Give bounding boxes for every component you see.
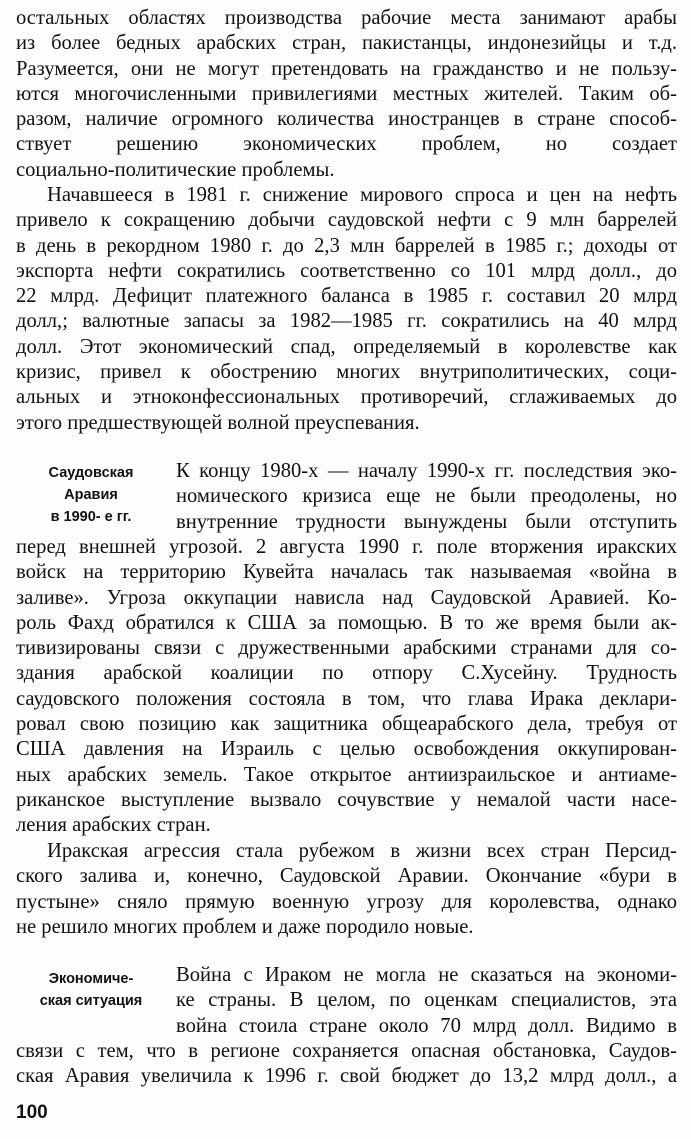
text-line: ных арабских земель. Такое открытое антиизраильское и антиаме-	[16, 763, 677, 786]
side-heading-economic-situation: Экономиче- ская ситуация	[39, 971, 143, 1009]
paragraph-iraqi-aggression	[16, 839, 677, 940]
text-line: тивизированы связи с дружественными арабскими странами для со-	[16, 637, 677, 660]
text-line: ского залива и, конечно, Саудовской Аравии. Окончание «бури в	[16, 865, 677, 888]
text-line: ются многочисленными привилегиями местных жителей. Таким об-	[16, 82, 677, 105]
text-line: Война с Ираком не могла не сказаться на экономи-	[176, 964, 677, 986]
text-line: риканское выступление вызвало сочувствие у немалой части насе-	[16, 788, 677, 811]
text-line: долл. Этот экономический спад, определяемый в королевстве как	[16, 335, 677, 358]
text-line: заливе». Угроза оккупации нависла над Саудовской Аравией. Ко-	[16, 586, 677, 609]
side-heading-saudi-1990s: Саудовская Аравия в 1990- е гг.	[48, 465, 134, 525]
text-line: Разумеется, они не могут претендовать на гражданство и не пользу-	[16, 57, 677, 80]
text-line: К концу 1980-х — началу 1990-х гг. последствия эко-	[176, 460, 677, 482]
text-line: остальных областях производства рабочие места занимают арабы	[16, 7, 677, 29]
paragraph-war-cost	[16, 1039, 677, 1090]
text-line: из более бедных арабских стран, пакистанцы, индонезийцы и т.д.	[16, 32, 677, 55]
page-number: 100	[16, 1102, 48, 1123]
text-line: привело к сокращению добычи саудовской нефти с 9 млн баррелей	[16, 209, 677, 232]
paragraph-oil-crisis	[16, 183, 677, 436]
text-line: саудовского положения состояла в том, что глава Ирака деклари-	[16, 687, 677, 710]
text-line: номического кризиса еще не были преодолены, но	[176, 485, 677, 508]
text-line: социально-политические проблемы.	[16, 158, 335, 181]
text-line: внутренние трудности вынуждены были отступить	[176, 510, 677, 533]
text-line: пустыне» сняло прямую военную угрозу для королевства, однако	[16, 890, 677, 913]
paragraph-foreign-workers	[16, 6, 677, 183]
text-line: Начавшееся в 1981 г. снижение мирового спроса и цен на нефть	[47, 184, 677, 206]
text-line: экспорта нефти сократились соответственно со 101 млрд долл., до	[16, 259, 677, 282]
paragraph-gulf-war	[16, 535, 677, 839]
text-line: ская Аравия увеличила к 1996 г. свой бюджет до 13,2 млрд долл., а	[16, 1065, 677, 1088]
text-line: ления арабских стран.	[16, 814, 211, 837]
text-line: роль Фахд обратился к США за помощью. В то же время были ак-	[16, 611, 677, 634]
text-line: войск на территорию Кувейта началась так называемая «война в	[16, 561, 677, 584]
text-line: ствует решению экономических проблем, но создает	[16, 133, 677, 156]
text-line: ровал свою позицию как защитника общеарабского дела, требуя от	[16, 713, 677, 736]
text-line: война стоила стране около 70 млрд долл. Видимо в	[176, 1014, 677, 1037]
text-line: в день в рекордном 1980 г. до 2,3 млн баррелей в 1985 г.; доходы от	[16, 234, 677, 257]
text-line: этого предшествующей волной преуспевания.	[16, 411, 420, 434]
text-line: здания арабской коалиции по отпору С.Хусейну. Трудность	[16, 662, 677, 685]
text-line: перед внешней угрозой. 2 августа 1990 г. поле вторжения иракских	[16, 536, 677, 558]
text-line: альных и этноконфессиональных противоречий, сглаживаемых до	[16, 386, 677, 409]
text-line: не решило многих проблем и даже породило новые.	[16, 915, 474, 938]
text-line: разом, наличие огромного количества иностранцев в стране способ-	[16, 108, 677, 131]
text-line: долл,; валютные запасы за 1982—1985 гг. сократились на 40 млрд	[16, 310, 677, 333]
paragraph-gulf-war-intro	[176, 459, 677, 535]
text-line: связи с тем, что в регионе сохраняется опасная обстановка, Саудов-	[16, 1040, 677, 1062]
text-line: кризис, привел к обострению многих внутриполитических, соци-	[16, 361, 677, 384]
text-line: ке страны. В целом, по оценкам специалистов, эта	[176, 989, 677, 1012]
text-line: США давления на Израиль с целью освобождения оккупирован-	[16, 738, 677, 761]
text-line: 22 млрд. Дефицит платежного баланса в 1985 г. составил 20 млрд	[16, 285, 677, 308]
paragraph-war-cost-intro	[176, 963, 677, 1039]
text-line: Иракская агрессия стала рубежом в жизни всех стран Персид-	[47, 840, 677, 862]
